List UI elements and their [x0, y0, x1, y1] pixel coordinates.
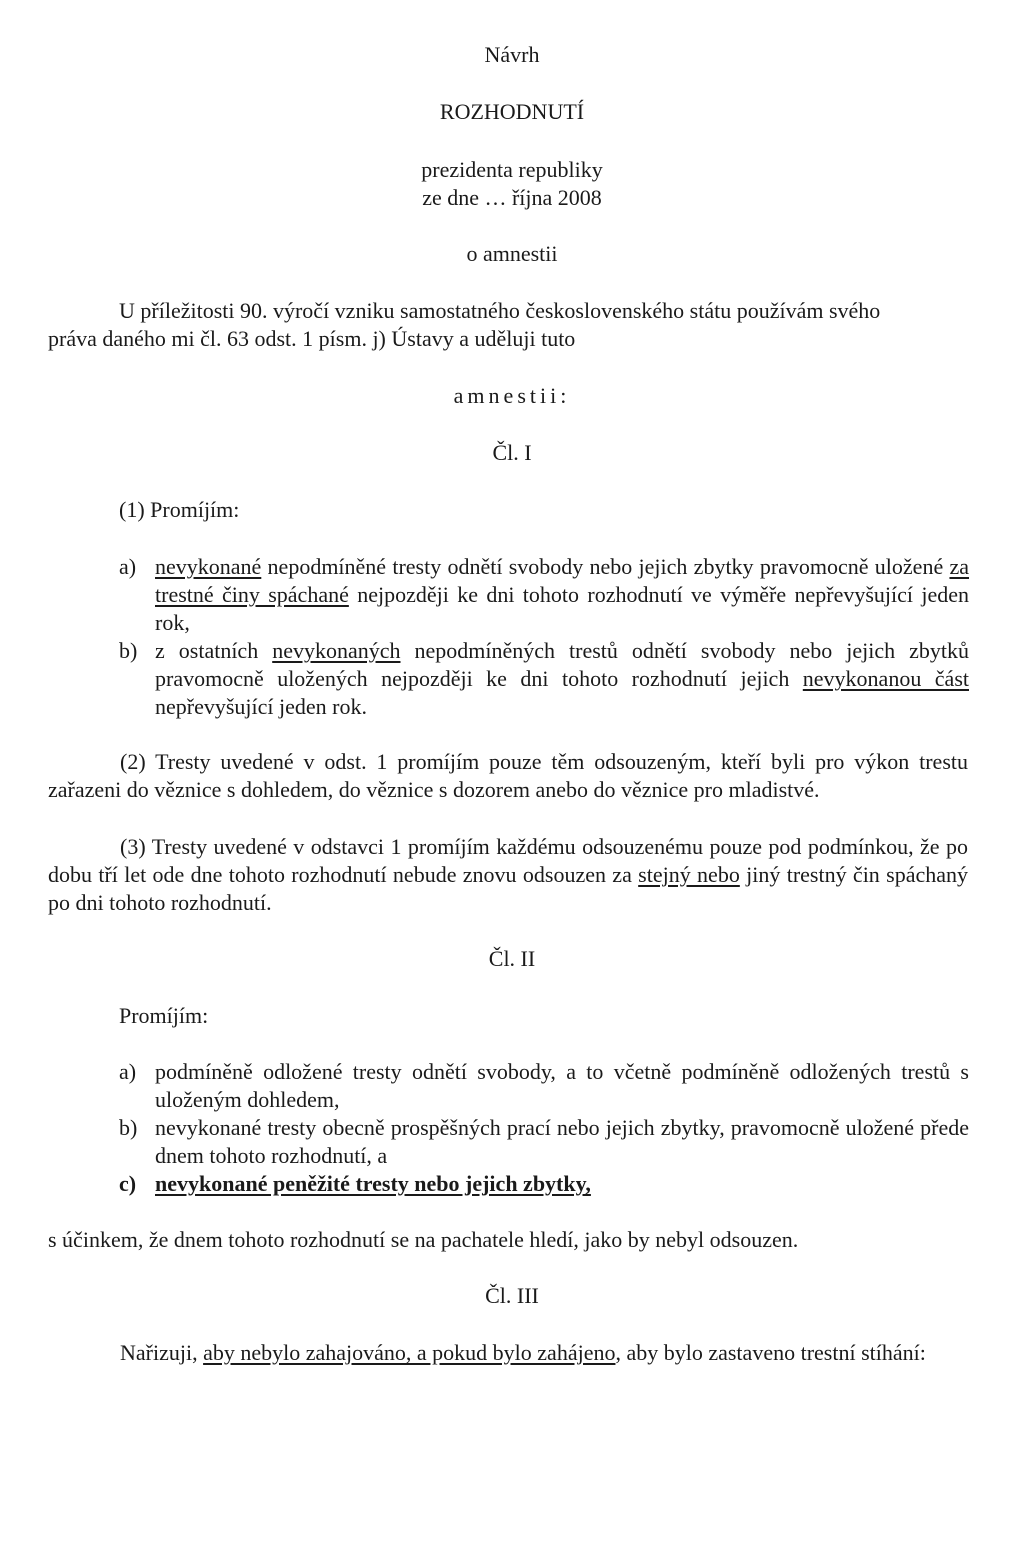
- article-2-item-c-text: nevykonané peněžité tresty nebo jejich zbytky,: [155, 1171, 591, 1196]
- item-a-text-1: nepodmíněné tresty odnětí svobody nebo jejich zbytky pravomocně uložené: [261, 554, 950, 579]
- article-2-heading: Čl. II: [488, 946, 536, 971]
- item-b-label: b): [119, 638, 138, 663]
- item-a-underline-1: nevykonané: [155, 554, 262, 579]
- article-2-effect: s účinkem, že dnem tohoto rozhodnutí se na pachatele hledí, jako by nebyl odsouzen.: [48, 1227, 799, 1252]
- item-a-label: a): [119, 554, 137, 579]
- document-title: ROZHODNUTÍ: [439, 99, 585, 124]
- issuer-line: prezidenta republiky: [421, 157, 603, 182]
- item-b-text: [155, 637, 969, 721]
- article-1-intro: (1) Promíjím:: [119, 497, 240, 522]
- item-a-underline-2: za trestné činy spáchané: [155, 554, 969, 607]
- article-2-item-c-text-wrap: [155, 1170, 969, 1198]
- article-2-item-a-text: podmíněně odložené tresty odnětí svobody, a to včetně podmíněně odložených trestů s uloženým dohledem,: [155, 1059, 969, 1112]
- item-b-text-1: z ostatních: [155, 638, 273, 663]
- article-1-paragraph-3: [48, 833, 968, 917]
- paragraph-3-underline: stejný nebo: [638, 862, 740, 887]
- article-3-heading: Čl. III: [485, 1283, 539, 1308]
- item-b-text-2: nepodmíněných trestů odnětí svobody nebo jejich zbytků pravomocně uložených nejpozději ke dni tohoto rozhodnutí jejich: [155, 638, 969, 691]
- preamble-line-1: U příležitosti 90. výročí vzniku samostatného československého státu používám svého: [119, 298, 881, 323]
- item-b-text-3: nepřevyšující jeden rok.: [155, 694, 367, 719]
- paragraph-3-text-1: (3) Tresty uvedené v odstavci 1 promíjím každému odsouzenému pouze pod podmínkou, že po dobu tří let ode dne tohoto rozhodnutí nebude znovu odsouzen za: [48, 834, 968, 887]
- draft-label: Návrh: [484, 42, 540, 67]
- article-3-underline: aby nebylo zahajováno, a pokud bylo zahájeno: [203, 1340, 616, 1365]
- article-2-item-c-label: c): [119, 1171, 137, 1196]
- preamble-line-2: práva daného mi čl. 63 odst. 1 písm. j) Ústavy a uděluji tuto: [48, 326, 576, 351]
- article-3-text-2: , aby bylo zastaveno trestní stíhání:: [615, 1340, 926, 1365]
- article-1-heading: Čl. I: [492, 440, 532, 465]
- item-a-text: [155, 553, 969, 637]
- subject-line: o amnestii: [466, 241, 558, 266]
- article-2-item-a-label: a): [119, 1059, 137, 1084]
- article-1-paragraph-2: (2) Tresty uvedené v odst. 1 promíjím pouze těm odsouzeným, kteří byli pro výkon trestu zařazeni do věznice s dohledem, do věznice s dozorem anebo do věznice pro mladistvé.: [48, 749, 968, 802]
- amnesty-heading: amnestii:: [453, 383, 571, 408]
- paragraph-3-text-2: jiný trestný čin spáchaný po dni tohoto rozhodnutí.: [48, 862, 968, 915]
- article-3-paragraph: [48, 1339, 968, 1367]
- item-a-text-2: nejpozději ke dni tohoto rozhodnutí ve výměře nepřevyšující jeden rok,: [155, 582, 969, 635]
- article-2-intro: Promíjím:: [119, 1003, 209, 1028]
- article-2-item-b-text: nevykonané tresty obecně prospěšných prací nebo jejich zbytky, pravomocně uložené přede dnem tohoto rozhodnutí, a: [155, 1115, 969, 1168]
- item-b-underline-1: nevykonaných: [272, 638, 401, 663]
- item-b-underline-2: nevykonanou část: [802, 666, 969, 691]
- date-line: ze dne … října 2008: [422, 185, 602, 210]
- article-3-text-1: Nařizuji,: [120, 1340, 204, 1365]
- article-2-item-b-label: b): [119, 1115, 138, 1140]
